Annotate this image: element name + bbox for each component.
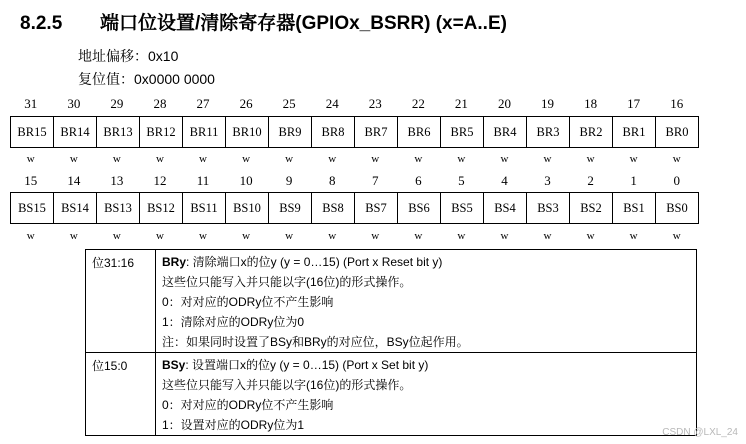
upper-access-type: w	[672, 153, 681, 165]
upper-bit-number: 24	[325, 96, 339, 111]
upper-bit-number: 25	[282, 96, 296, 111]
reset-value	[78, 69, 215, 89]
description-line: 1：清除对应的ODRy位为0	[162, 315, 305, 329]
upper-access-type: w	[414, 153, 423, 165]
description-line: 0：对对应的ODRy位不产生影响	[162, 295, 334, 309]
upper-access-type: w	[543, 153, 552, 165]
upper-bit-number: 17	[627, 96, 641, 111]
lower-bit-number: 12	[153, 173, 167, 188]
upper-access-type: w	[457, 153, 466, 165]
description-line: 这些位只能写入并只能以字(16位)的形式操作。	[162, 275, 412, 289]
section-title: 端口位设置/清除寄存器(GPIOx_BSRR) (x=A..E)	[100, 13, 507, 34]
lower-access-type: w	[69, 230, 78, 242]
lower-bit-number: 10	[239, 173, 253, 188]
upper-bit-number: 26	[239, 96, 253, 111]
lower-register-field: BS10	[226, 193, 269, 223]
upper-bit-number: 28	[153, 96, 167, 111]
field-summary: : 清除端口x的位y (y = 0…15) (Port x Reset bit y)	[186, 255, 443, 269]
lower-register-field: BS15	[11, 193, 54, 223]
lower-bit-number: 13	[110, 173, 124, 188]
upper-access-type: w	[500, 153, 509, 165]
description-row-bs	[86, 353, 697, 436]
lower-register-field: BS3	[527, 193, 570, 223]
watermark: CSDN @LXL_24	[662, 427, 738, 438]
upper-register-field: BR9	[269, 117, 312, 147]
lower-register-field: BS14	[54, 193, 97, 223]
lower-access-type: w	[586, 230, 595, 242]
lower-register-field: BS9	[269, 193, 312, 223]
lower-register-field: BS4	[484, 193, 527, 223]
lower-bit-number: 7	[372, 173, 379, 188]
upper-register-field: BR6	[398, 117, 441, 147]
section-heading	[20, 8, 507, 35]
upper-bit-number: 20	[497, 96, 511, 111]
description-note: 注：如果同时设置了BSy和BRy的对应位，BSy位起作用。	[162, 335, 469, 349]
upper-bit-numbers	[10, 96, 699, 116]
lower-bit-number: 1	[630, 173, 637, 188]
upper-register-field: BR10	[226, 117, 269, 147]
upper-register-field: BR15	[11, 117, 54, 147]
lower-bit-number: 8	[328, 173, 336, 188]
upper-bit-number: 29	[110, 96, 124, 111]
lower-register-field: BS12	[140, 193, 183, 223]
lower-bit-number: 0	[673, 173, 680, 188]
upper-register-field: BR3	[527, 117, 570, 147]
upper-access-type: w	[69, 153, 78, 165]
upper-access-type: w	[285, 153, 294, 165]
upper-register-field: BR5	[441, 117, 484, 147]
upper-bit-number: 23	[368, 96, 382, 111]
lower-register-field: BS7	[355, 193, 398, 223]
lower-access-type: w	[285, 230, 294, 242]
upper-register-field: BR7	[355, 117, 398, 147]
upper-bit-number: 18	[584, 96, 598, 111]
lower-bit-number: 3	[544, 173, 551, 188]
lower-access-row	[10, 230, 699, 246]
reset-label: 复位值：	[78, 71, 134, 87]
upper-bit-number: 30	[67, 96, 81, 111]
lower-bit-number: 14	[67, 173, 81, 188]
lower-access-type: w	[328, 230, 337, 242]
upper-access-row	[10, 153, 699, 169]
lower-access-type: w	[155, 230, 164, 242]
lower-access-type: w	[414, 230, 423, 242]
lower-bit-number: 5	[458, 173, 465, 188]
lower-access-type: w	[672, 230, 681, 242]
upper-bit-number: 21	[454, 96, 468, 111]
field-summary: : 设置端口x的位y (y = 0…15) (Port x Set bit y)	[185, 358, 429, 372]
upper-bit-number: 19	[541, 96, 554, 111]
upper-access-type: w	[155, 153, 164, 165]
bits-range: 位15:0	[86, 353, 156, 436]
bit-description-table	[85, 249, 697, 436]
lower-access-type: w	[242, 230, 251, 242]
lower-register-field: BS8	[312, 193, 355, 223]
description-line: 这些位只能写入并只能以字(16位)的形式操作。	[162, 378, 412, 392]
description-body	[156, 250, 697, 353]
lower-bit-number: 15	[24, 173, 38, 188]
description-body	[156, 353, 697, 436]
lower-access-type: w	[26, 230, 35, 242]
upper-access-type: w	[629, 153, 638, 165]
upper-access-type: w	[328, 153, 337, 165]
upper-bit-number: 16	[670, 96, 684, 111]
upper-register-field: BR14	[54, 117, 97, 147]
upper-access-type: w	[112, 153, 121, 165]
lower-access-type: w	[543, 230, 552, 242]
description-line: 0：对对应的ODRy位不产生影响	[162, 398, 334, 412]
lower-bit-number: 11	[196, 173, 210, 188]
lower-register-field: BS13	[97, 193, 140, 223]
lower-access-type: w	[371, 230, 380, 242]
field-name: BRy	[162, 255, 187, 269]
section-number: 8.2.5	[20, 13, 63, 34]
upper-register-field: BR8	[312, 117, 355, 147]
bits-range: 位31:16	[86, 250, 156, 353]
address-offset	[78, 46, 178, 66]
upper-bit-number: 31	[24, 96, 38, 111]
upper-access-type: w	[242, 153, 251, 165]
upper-bit-number: 27	[196, 96, 210, 111]
lower-register-field: BS2	[570, 193, 613, 223]
lower-access-type: w	[500, 230, 509, 242]
lower-bit-numbers	[10, 173, 699, 193]
upper-register-field: BR11	[183, 117, 226, 147]
upper-access-type: w	[26, 153, 35, 165]
lower-register-row	[10, 192, 699, 224]
lower-register-field: BS5	[441, 193, 484, 223]
lower-register-field: BS1	[613, 193, 656, 223]
upper-register-field: BR0	[665, 124, 689, 139]
lower-access-type: w	[629, 230, 638, 242]
lower-bit-number: 4	[501, 173, 508, 188]
upper-access-type: w	[371, 153, 380, 165]
upper-register-field: BR4	[484, 117, 527, 147]
upper-access-type: w	[586, 153, 595, 165]
description-row-br	[86, 250, 697, 353]
offset-value: 0x10	[148, 48, 179, 64]
upper-register-field: BR13	[97, 117, 140, 147]
upper-access-type: w	[199, 153, 207, 165]
upper-bit-number: 22	[411, 96, 425, 111]
lower-access-type: w	[112, 230, 121, 242]
description-line: 1：设置对应的ODRy位为1	[162, 418, 305, 432]
reset-value-text: 0x0000 0000	[134, 71, 215, 87]
lower-bit-number: 2	[587, 173, 594, 188]
lower-register-field: BS0	[666, 200, 688, 215]
upper-register-row	[10, 116, 699, 148]
upper-register-field: BR1	[613, 117, 656, 147]
upper-register-field: BR2	[570, 117, 613, 147]
lower-register-field: BS11	[183, 193, 226, 223]
offset-label: 地址偏移：	[78, 48, 148, 64]
field-name: BSy	[162, 358, 186, 372]
lower-register-field: BS6	[398, 193, 441, 223]
lower-access-type: w	[457, 230, 466, 242]
lower-bit-number: 6	[415, 173, 422, 188]
lower-bit-number: 9	[285, 173, 293, 188]
lower-access-type: w	[199, 230, 207, 242]
upper-register-field: BR12	[140, 117, 183, 147]
